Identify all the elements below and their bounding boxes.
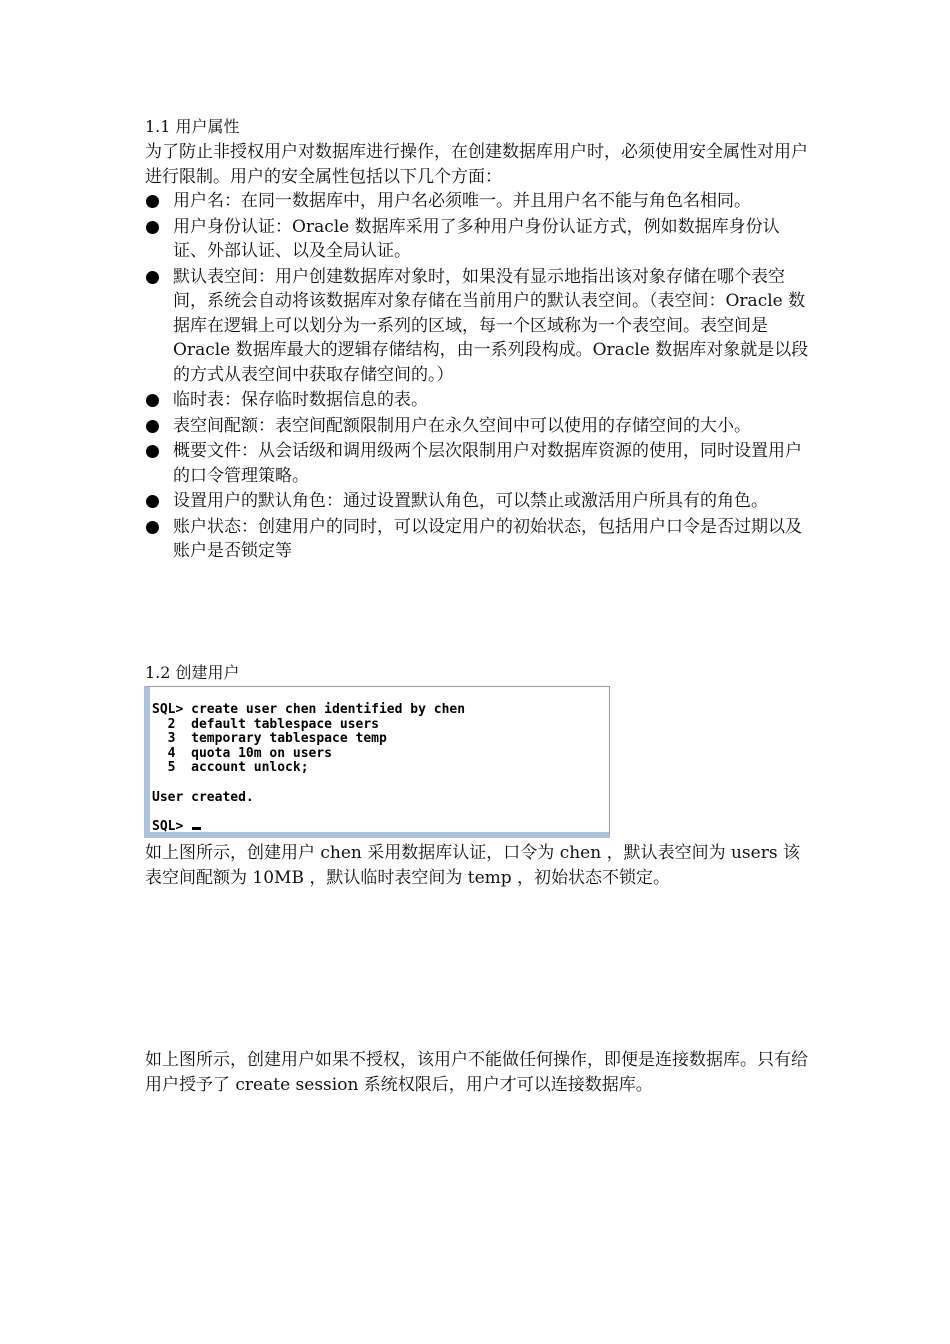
- bullet-icon: [146, 445, 159, 458]
- list-item-text: 账户状态：创建用户的同时，可以设定用户的初始状态，包括用户口令是否过期以及账户是否锁定等: [173, 516, 802, 561]
- list-item: [145, 439, 810, 488]
- bullet-icon: [146, 221, 159, 234]
- caption-grant-session: 如上图所示，创建用户如果不授权，该用户不能做任何操作，即便是连接数据库。只有给用户授予了 create session 系统权限后，用户才可以连接数据库。: [145, 1050, 808, 1095]
- list-item: [145, 414, 810, 439]
- list-item-text: 临时表：保存临时数据信息的表。: [173, 390, 428, 410]
- list-item-text: 用户名：在同一数据库中，用户名必须唯一。并且用户名不能与角色名相同。: [173, 191, 751, 211]
- attribute-list: [145, 189, 810, 564]
- terminal-line: 4 quota 10m on users: [152, 745, 333, 761]
- caption-create-user: 如上图所示，创建用户 chen 采用数据库认证，口令为 chen ，默认表空间为 users 该表空间配额为 10MB ，默认临时表空间为 temp ，初始状态不锁定。: [145, 843, 800, 888]
- terminal-line: SQL> create user chen identified by chen: [152, 702, 466, 717]
- terminal-line: 2 default tablespace users: [152, 716, 379, 732]
- terminal-line: [152, 776, 465, 791]
- attribute-list-container: [145, 189, 810, 565]
- terminal-line: 5 account unlock;: [152, 760, 309, 776]
- terminal-cursor-icon: [192, 827, 201, 830]
- section-heading-create-user: 1.2 创建用户: [145, 663, 240, 682]
- section-heading-user-attributes: 1.1 用户属性: [145, 117, 240, 136]
- bullet-icon: [146, 495, 159, 508]
- list-item: [145, 265, 810, 388]
- list-item-text: 概要文件：从会话级和调用级两个层次限制用户对数据库资源的使用，同时设置用户的口令管理策略。: [173, 441, 802, 486]
- list-item: [145, 388, 810, 413]
- list-item: [145, 515, 810, 564]
- list-item: [145, 489, 810, 514]
- terminal-line: 3 temporary tablespace temp: [152, 731, 387, 747]
- list-item-text: 用户身份认证：Oracle 数据库采用了多种用户身份认证方式，例如数据库身份认证、外部认证、以及全局认证。: [173, 216, 780, 261]
- terminal-line: User created.: [152, 789, 254, 805]
- list-item-text: 默认表空间：用户创建数据库对象时，如果没有显示地指出该对象存储在哪个表空间，系统会自动将该数据库对象存储在当前用户的默认表空间。（表空间：Oracle 数据库在逻辑上可以划分为一系列的区域，每一个区域称为一个表空间。表空间是 Oracle 数据库最大的逻辑存储结构，由一系列段构成。Oracle 数据库对象就是以段的方式从表空间中获取存储空间的。）: [173, 266, 809, 385]
- list-item-text: 设置用户的默认角色：通过设置默认角色，可以禁止或激活用户所具有的角色。: [173, 491, 768, 511]
- bullet-icon: [146, 195, 159, 208]
- intro-paragraph: 为了防止非授权用户对数据库进行操作，在创建数据库用户时，必须使用安全属性对用户进行限制。用户的安全属性包括以下几个方面：: [145, 142, 808, 187]
- terminal-prompt: SQL>: [152, 818, 192, 834]
- terminal-line: [152, 805, 465, 820]
- bullet-icon: [146, 521, 159, 534]
- bullet-icon: [146, 420, 159, 433]
- bullet-icon: [146, 271, 159, 284]
- terminal-output: [152, 703, 465, 834]
- list-item: [145, 189, 810, 214]
- bullet-icon: [146, 394, 159, 407]
- list-item-text: 表空间配额：表空间配额限制用户在永久空间中可以使用的存储空间的大小。: [173, 415, 751, 436]
- sql-terminal-screenshot: [144, 686, 610, 838]
- list-item: [145, 215, 810, 264]
- terminal-prompt-line: [152, 820, 465, 835]
